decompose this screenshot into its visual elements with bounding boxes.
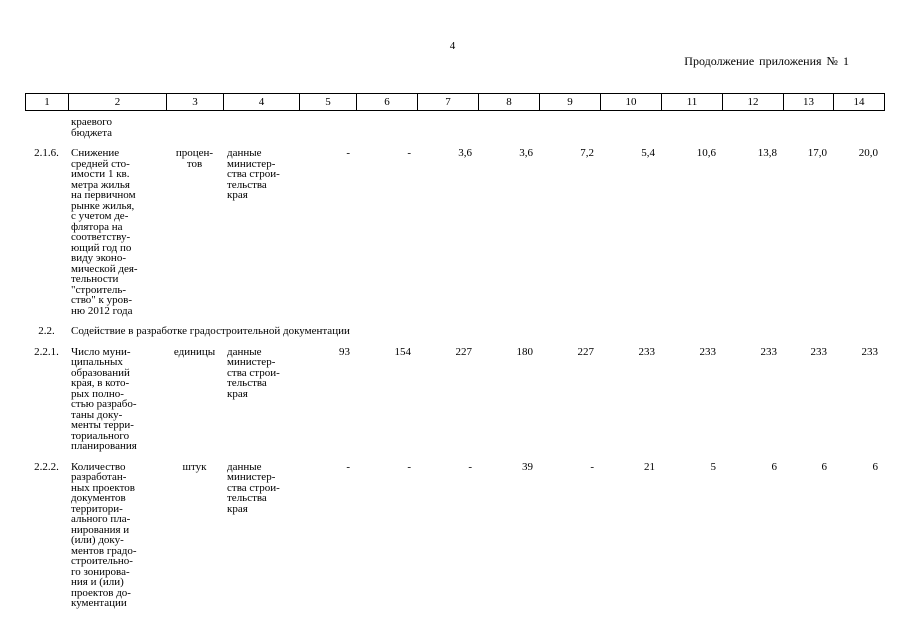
value-cell: 3,6 xyxy=(458,147,472,159)
column-number-9: 9 xyxy=(540,94,601,111)
indicator-name-cell-line: территори- xyxy=(71,502,123,515)
source-cell-line: данные xyxy=(227,460,262,473)
source-cell-line: министер- xyxy=(227,471,276,483)
indicator-name-cell-line: ториального xyxy=(71,429,130,442)
source-cell xyxy=(223,347,299,452)
column-number-12: 12 xyxy=(723,94,784,111)
indicator-name-cell-line: на первичном xyxy=(71,189,136,201)
source-cell-line: данные xyxy=(227,345,262,358)
column-number-11: 11 xyxy=(662,94,723,111)
indicator-id: 2.1.6. xyxy=(34,147,59,159)
empty-cell xyxy=(356,117,417,138)
indicator-name-cell-line: менты терри- xyxy=(71,419,134,431)
source-cell-line: ства строи- xyxy=(227,168,280,180)
indicator-name-cell-line: ния и (или) xyxy=(71,576,124,588)
value-cell: - xyxy=(407,147,411,159)
indicator-name-cell-line: планирования xyxy=(71,440,137,452)
value-cell: 10,6 xyxy=(696,147,716,159)
value-cell: 93 xyxy=(339,345,350,358)
unit-cell xyxy=(166,148,223,316)
value-cell: 233 xyxy=(861,345,878,358)
empty-cell xyxy=(783,117,833,138)
source-cell-line: тельства xyxy=(227,377,267,389)
indicator-name-cell-line: ство" к уров- xyxy=(71,294,132,306)
indicator-name-cell-line: виду эконо- xyxy=(71,252,126,264)
empty-cell xyxy=(661,117,722,138)
source-cell-line: края xyxy=(227,502,248,515)
column-number-3: 3 xyxy=(167,94,224,111)
value-cell: 6 xyxy=(821,460,827,473)
source-cell-line: ства строи- xyxy=(227,481,280,494)
appendix-continuation-label: Продолжение приложения № 1 xyxy=(684,54,849,68)
indicator-id: 2.2.2. xyxy=(34,460,59,473)
indicator-name-cell-line: Число муни- xyxy=(71,345,131,358)
value-cell: 3,6 xyxy=(519,147,533,159)
column-number-header xyxy=(25,93,885,111)
source-cell-line: данные xyxy=(227,147,262,159)
value-cell: 227 xyxy=(455,345,472,358)
indicator-id-cell xyxy=(25,117,68,138)
indicator-name-cell-line: соответству- xyxy=(71,231,131,243)
source-cell-line: министер- xyxy=(227,157,276,170)
empty-cell xyxy=(722,117,783,138)
indicator-name-cell-line: тельности xyxy=(71,273,119,285)
column-number-2: 2 xyxy=(69,94,167,111)
indicator-name-cell-line: ального пла- xyxy=(71,513,131,525)
row-spacer xyxy=(25,337,884,347)
indicator-name-cell-line: документов xyxy=(71,492,126,504)
empty-cell xyxy=(223,117,299,138)
value-cell: 20,0 xyxy=(858,147,878,159)
source-cell-line: министер- xyxy=(227,356,276,368)
spacer-cell xyxy=(25,452,884,462)
value-cell: 233 xyxy=(699,345,716,358)
section-row xyxy=(25,326,884,337)
spacer-cell xyxy=(25,337,884,347)
indicator-name-cell-line: мической дея- xyxy=(71,262,138,275)
value-cell: - xyxy=(590,460,594,473)
value-cell: 6 xyxy=(771,460,777,473)
indicator-name-cell-line: строительно- xyxy=(71,555,133,567)
source-cell xyxy=(223,148,299,316)
source-cell-line: тельства xyxy=(227,492,267,504)
row-spacer xyxy=(25,138,884,148)
source-cell-line: края xyxy=(227,189,248,201)
unit-cell-line: единицы xyxy=(173,345,216,358)
column-number-14: 14 xyxy=(834,94,885,111)
indicator-name-cell-line: го зонирова- xyxy=(71,565,130,578)
value-cell: - xyxy=(346,147,350,159)
table-row xyxy=(25,117,884,138)
value-cell: 233 xyxy=(760,345,777,358)
value-cell: 233 xyxy=(810,345,827,358)
indicator-name-cell xyxy=(68,462,166,609)
unit-cell-line: процен- xyxy=(175,147,214,159)
unit-cell-line: тов xyxy=(186,157,203,170)
source-cell xyxy=(223,462,299,609)
row-spacer xyxy=(25,452,884,462)
indicator-name-cell-line: имости 1 кв. xyxy=(71,168,130,180)
section-title: Содействие в разработке градостроительной документации xyxy=(71,325,350,337)
column-number-5: 5 xyxy=(300,94,357,111)
column-number-1: 1 xyxy=(26,94,69,111)
indicator-name-cell-line: ципальных xyxy=(71,356,123,368)
value-cell: 233 xyxy=(638,345,655,358)
page-number: 4 xyxy=(449,40,456,52)
indicator-name-cell-line: края, в кото- xyxy=(71,377,130,389)
indicator-id: 2.2.1. xyxy=(34,345,59,358)
empty-cell xyxy=(478,117,539,138)
indicator-name-cell-line: метра жилья xyxy=(71,178,130,191)
indicator-name-cell-line: проектов до- xyxy=(71,586,131,599)
column-number-7: 7 xyxy=(418,94,479,111)
empty-cell xyxy=(539,117,600,138)
column-number-10: 10 xyxy=(601,94,662,111)
section-id: 2.2. xyxy=(38,325,55,337)
indicator-name-cell-line: ных проектов xyxy=(71,481,135,494)
indicator-name-cell-line: нирования и xyxy=(71,523,130,536)
indicator-name-cell-line: Снижение xyxy=(71,147,120,159)
indicator-name-cell-line: ющий год по xyxy=(71,241,132,254)
indicator-name-cell-line: кументации xyxy=(71,597,127,609)
table-row xyxy=(25,462,884,609)
indicator-name-cell xyxy=(68,347,166,452)
indicator-name-cell-line: ментов градо- xyxy=(71,544,137,557)
empty-cell xyxy=(833,117,884,138)
indicator-name-cell-line: таны доку- xyxy=(71,408,123,421)
value-cell: 227 xyxy=(577,345,594,358)
indicator-name-cell-line: разработан- xyxy=(71,471,127,483)
value-cell: 5 xyxy=(710,460,716,473)
indicator-name-cell xyxy=(68,117,166,138)
unit-cell xyxy=(166,347,223,452)
empty-cell xyxy=(417,117,478,138)
indicator-name-cell-line: рынке жилья, xyxy=(71,199,135,212)
indicator-name-cell xyxy=(68,148,166,316)
table-row xyxy=(25,347,884,452)
source-cell-line: тельства xyxy=(227,178,267,191)
value-cell: 13,8 xyxy=(757,147,777,159)
indicator-table xyxy=(25,117,884,609)
source-cell-line: края xyxy=(227,387,248,400)
empty-cell xyxy=(299,117,356,138)
column-number-6: 6 xyxy=(357,94,418,111)
value-cell: 154 xyxy=(394,345,411,358)
unit-cell-line: штук xyxy=(182,460,207,473)
value-cell: - xyxy=(407,460,411,473)
value-cell: - xyxy=(468,460,472,473)
value-cell: 7,2 xyxy=(580,147,594,159)
empty-cell xyxy=(600,117,661,138)
column-number-13: 13 xyxy=(784,94,834,111)
empty-cell xyxy=(166,117,223,138)
indicator-name-cell-line: (или) доку- xyxy=(71,534,124,546)
value-cell: 6 xyxy=(872,460,878,473)
unit-cell xyxy=(166,462,223,609)
value-cell: 39 xyxy=(522,460,533,473)
table-row xyxy=(25,148,884,316)
indicator-name-cell-line: стью разрабо- xyxy=(71,398,137,410)
indicator-name-cell-line: "строитель- xyxy=(71,283,127,296)
indicator-name-cell-line: Количество xyxy=(71,460,126,473)
indicator-name-cell-line: рых полно- xyxy=(71,387,124,400)
indicator-name-cell-line: образований xyxy=(71,366,130,379)
value-cell: 5,4 xyxy=(641,147,655,159)
spacer-cell xyxy=(25,138,884,148)
indicator-name-line: бюджета xyxy=(71,126,113,139)
column-number-8: 8 xyxy=(479,94,540,111)
value-cell: - xyxy=(346,460,350,473)
indicator-name-cell-line: средней сто- xyxy=(71,157,130,170)
indicator-name-cell-line: с учетом де- xyxy=(71,210,129,222)
indicator-name-cell-line: ню 2012 года xyxy=(71,304,133,317)
source-cell-line: ства строи- xyxy=(227,366,280,379)
value-cell: 180 xyxy=(516,345,533,358)
indicator-name-line: краевого xyxy=(71,116,112,128)
value-cell: 21 xyxy=(644,460,655,473)
value-cell: 17,0 xyxy=(807,147,827,159)
indicator-name-cell-line: флятора на xyxy=(71,220,123,233)
column-number-4: 4 xyxy=(224,94,300,111)
